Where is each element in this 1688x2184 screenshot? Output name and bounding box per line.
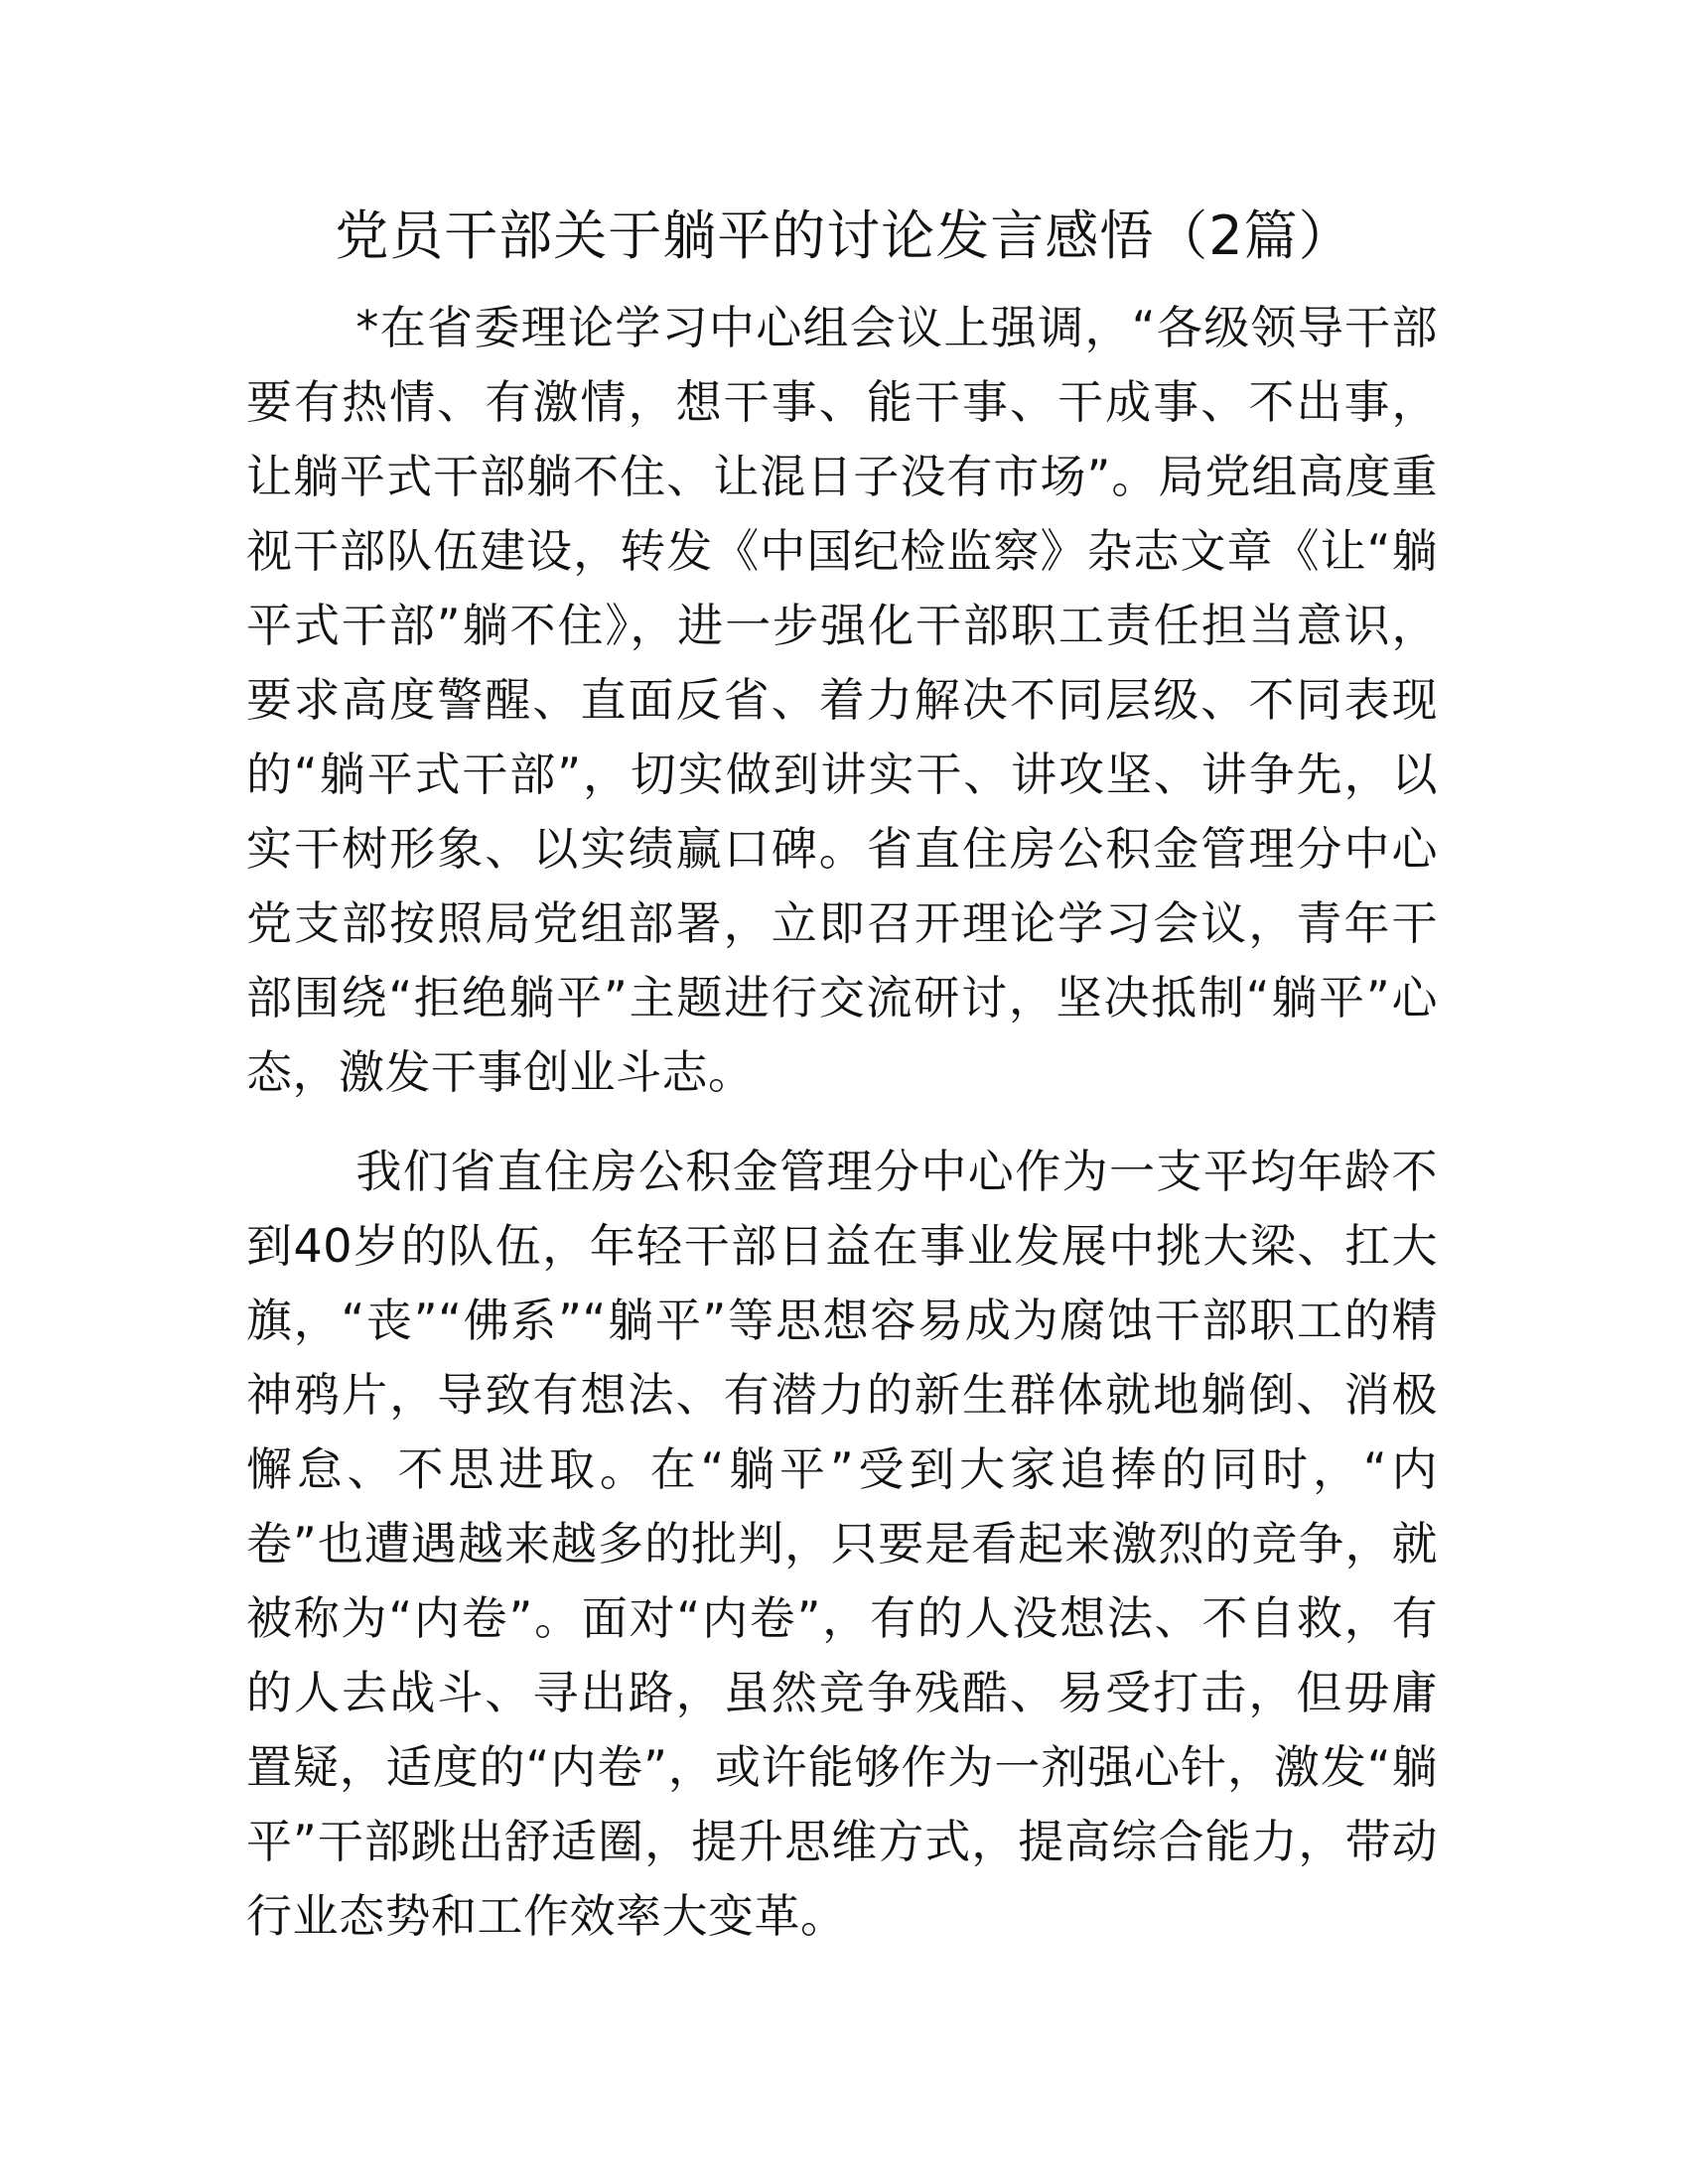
paragraph-1: *在省委理论学习中心组会议上强调，“各级领导干部要有热情、有激情，想干事、能干事、干成事、不出事，让躺平式干部躺不住、让混日子没有市场”。局党组高度重视干部队伍建设，转发《中国纪检监察》杂志文章《让“躺平式干部”躺不住》，进一步强化干部职工责任担当意识，要求高度警醒、直面反省、着力解决不同层级、不同表现的“躺平式干部”，切实做到讲实干、讲攻坚、讲争先，以实干树形象、以实绩赢口碑。省直住房公积金管理分中心党支部按照局党组部署，立即召开理论学习会议，青年干部围绕“拒绝躺平”主题进行交流研讨，坚决抵制“躺平”心态，激发干事创业斗志。 [246, 301, 1438, 1099]
paragraph-2: 我们省直住房公积金管理分中心作为一支平均年龄不到40岁的队伍，年轻干部日益在事业发展中挑大梁、扛大旗，“丧”“佛系”“躺平”等思想容易成为腐蚀干部职工的精神鸦片，导致有想法、有潜力的新生群体就地躺倒、消极懈怠、不思进取。在“躺平”受到大家追捧的同时，“内卷”也遭遇越来越多的批判，只要是看起来激烈的竞争，就被称为“内卷”。面对“内卷”，有的人没想法、不自救，有的人去战斗、寻出路，虽然竞争残酷、易受打击，但毋庸置疑，适度的“内卷”，或许能够作为一剂强心针，激发“躺平”干部跳出舒适圈，提升思维方式，提高综合能力，带动行业态势和工作效率大变革。 [246, 1145, 1438, 1943]
document-title: 党员干部关于躺平的讨论发言感悟（2篇） [335, 205, 1353, 267]
document-body [246, 291, 1438, 1954]
